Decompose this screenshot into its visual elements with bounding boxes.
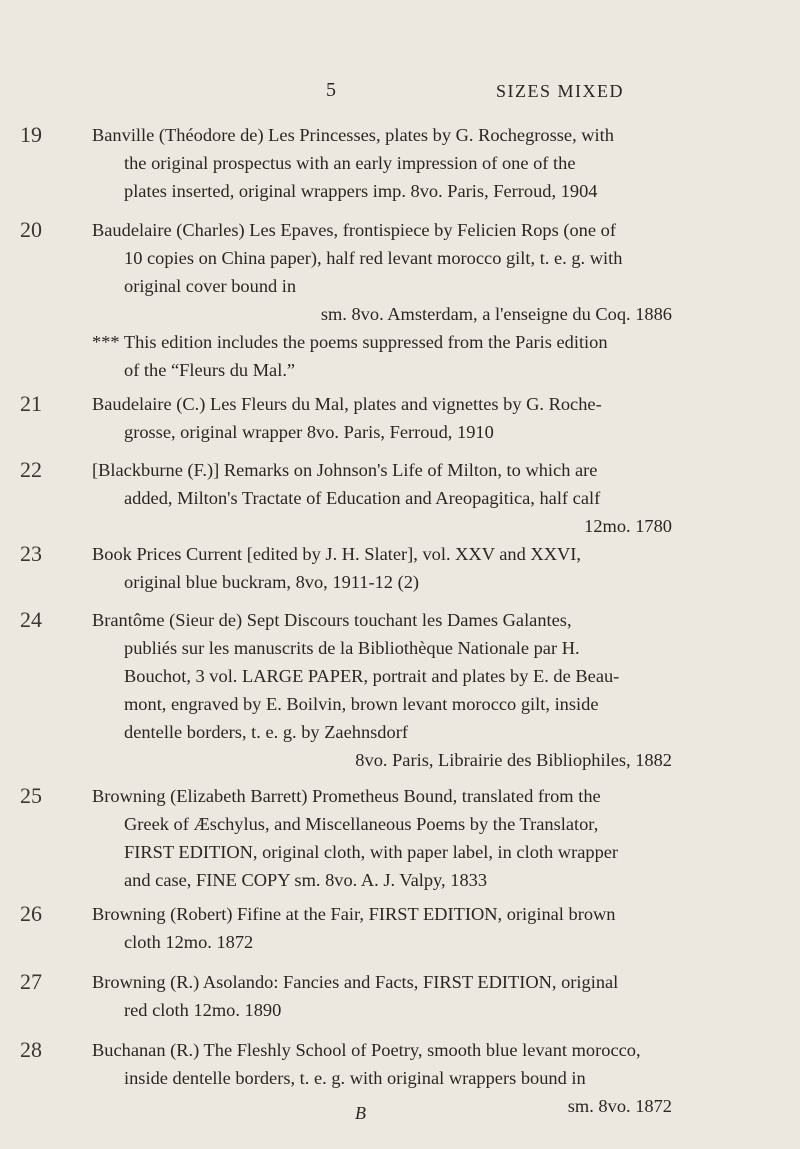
entry-line: Bouchot, 3 vol. LARGE PAPER, portrait and plates by E. de Beau- (124, 666, 620, 686)
entry-note: of the “Fleurs du Mal.” (124, 360, 296, 380)
entry-line: Book Prices Current [edited by J. H. Slater], vol. XXV and XXVI, (92, 544, 581, 564)
entry-note: *** This edition includes the poems suppressed from the Paris edition (92, 332, 608, 352)
lot-number: 21 (20, 391, 42, 416)
entry-imprint: 8vo. Paris, Librairie des Bibliophiles, 1882 (355, 750, 672, 770)
entry-line: Browning (Robert) Fifine at the Fair, FIRST EDITION, original brown (92, 904, 616, 924)
entry-text (92, 1036, 676, 1120)
entry-line: Greek of Æschylus, and Miscellaneous Poems by the Translator, (124, 814, 599, 834)
entry-line: 10 copies on China paper), half red levant morocco gilt, t. e. g. with (124, 248, 623, 268)
entry-line: grosse, original wrapper 8vo. Paris, Ferroud, 1910 (124, 422, 494, 442)
entry-line: original blue buckram, 8vo, 1911-12 (2) (124, 572, 420, 592)
entry-line: publiés sur les manuscrits de la Bibliothèque Nationale par H. (124, 638, 580, 658)
entry-line: Buchanan (R.) The Fleshly School of Poetry, smooth blue levant morocco, (92, 1040, 641, 1060)
entry-imprint: sm. 8vo. 1872 (567, 1096, 672, 1116)
entry-text (92, 900, 676, 956)
lot-number: 22 (20, 457, 42, 482)
lot-number: 25 (20, 783, 42, 808)
entry-text (92, 121, 676, 205)
entry-line: Browning (R.) Asolando: Fancies and Facts, FIRST EDITION, original (92, 972, 619, 992)
entry-line: [Blackburne (F.)] Remarks on Johnson's Life of Milton, to which are (92, 460, 598, 480)
lot-number: 28 (20, 1037, 42, 1062)
entry-line: original cover bound in (124, 276, 297, 296)
lot-number: 23 (20, 541, 42, 566)
entry-text (92, 968, 676, 1024)
entry-line: FIRST EDITION, original cloth, with paper label, in cloth wrapper (124, 842, 619, 862)
page-number: 5 (326, 79, 336, 101)
entry-line: dentelle borders, t. e. g. by Zaehnsdorf (124, 722, 408, 742)
lot-number: 26 (20, 901, 42, 926)
entry-line: the original prospectus with an early impression of one of the (124, 153, 576, 173)
entry-text (92, 216, 676, 384)
signature-mark: B (355, 1103, 366, 1123)
entry-line: cloth 12mo. 1872 (124, 932, 254, 952)
entry-line: Browning (Elizabeth Barrett) Prometheus Bound, translated from the (92, 786, 601, 806)
entry-text (92, 782, 676, 894)
entry-imprint: 12mo. 1780 (584, 516, 672, 536)
entry-line: inside dentelle borders, t. e. g. with original wrappers bound in (124, 1068, 586, 1088)
entry-text (92, 456, 676, 540)
entry-line: Brantôme (Sieur de) Sept Discours touchant les Dames Galantes, (92, 610, 572, 630)
entry-line: added, Milton's Tractate of Education and Areopagitica, half calf (124, 488, 601, 508)
lot-number: 27 (20, 969, 42, 994)
entry-line: Banville (Théodore de) Les Princesses, plates by G. Rochegrosse, with (92, 125, 614, 145)
lot-number: 20 (20, 217, 42, 242)
entry-imprint: sm. 8vo. Amsterdam, a l'enseigne du Coq. 1886 (320, 304, 672, 324)
entry-line: and case, FINE COPY sm. 8vo. A. J. Valpy, 1833 (124, 870, 488, 890)
page-header (0, 79, 800, 109)
entry-line: Baudelaire (C.) Les Fleurs du Mal, plates and vignettes by G. Roche- (92, 394, 602, 414)
entry-text (92, 390, 676, 446)
entry-text (92, 606, 676, 774)
entry-line: plates inserted, original wrappers imp. 8vo. Paris, Ferroud, 1904 (124, 181, 598, 201)
entry-line: Baudelaire (Charles) Les Epaves, frontispiece by Felicien Rops (one of (92, 220, 616, 240)
lot-number: 24 (20, 607, 42, 632)
entry-line: red cloth 12mo. 1890 (124, 1000, 282, 1020)
running-head: SIZES MIXED (496, 81, 624, 101)
lot-number: 19 (20, 122, 42, 147)
entry-line: mont, engraved by E. Boilvin, brown levant morocco gilt, inside (124, 694, 599, 714)
entry-text (92, 540, 676, 596)
